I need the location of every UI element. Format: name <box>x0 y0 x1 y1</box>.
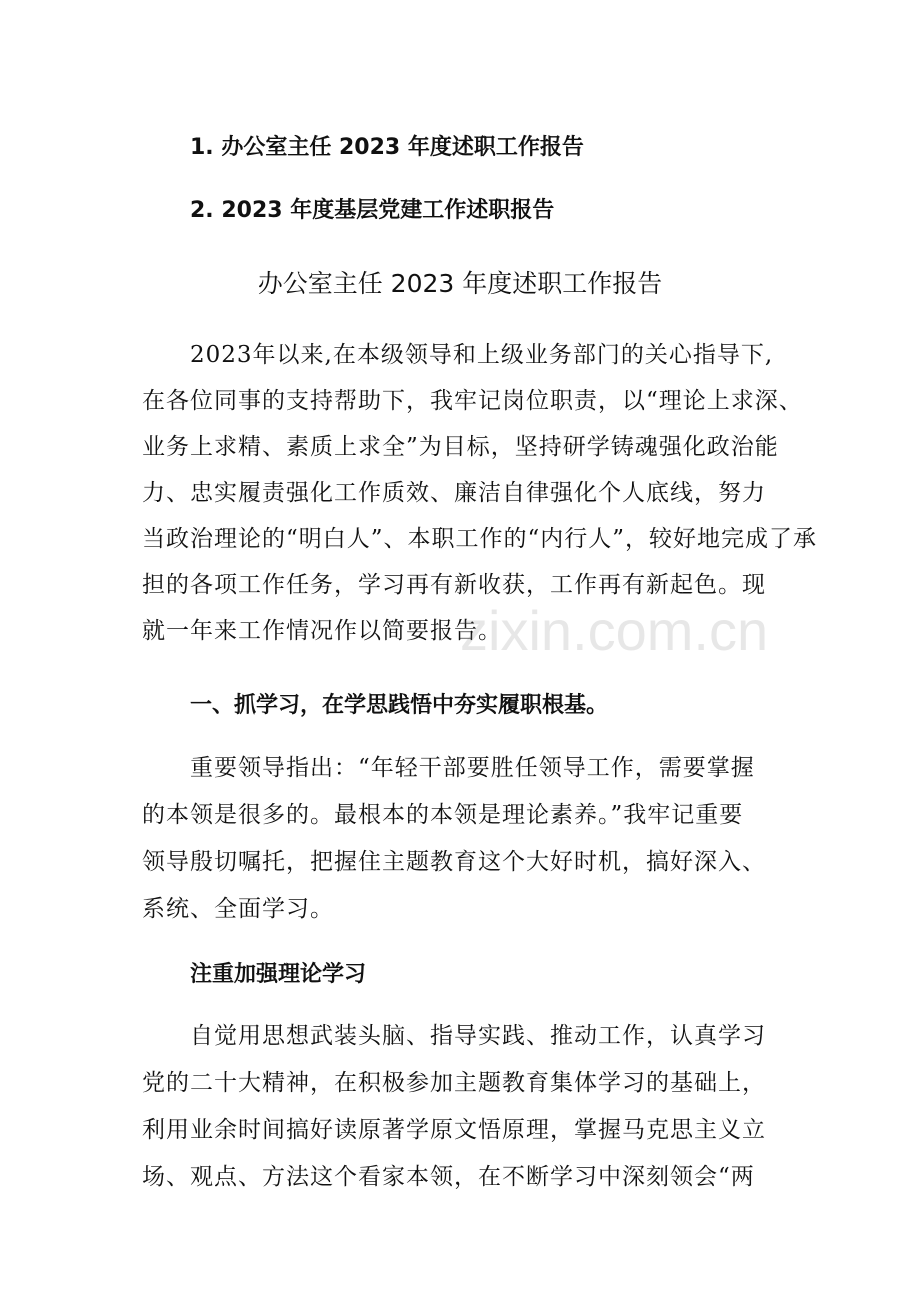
paragraph-line: 利用业余时间搞好读原著学原文悟原理，掌握马克思主义立 <box>142 1117 766 1143</box>
paragraph-line: 领导殷切嘱托，把握住主题教育这个大好时机，搞好深入、 <box>142 849 766 875</box>
paragraph-line: 自觉用思想武装头脑、指导实践、推动工作，认真学习 <box>190 1023 766 1049</box>
paragraph-line: 力、忠实履责强化工作质效、廉洁自律强化个人底线，努力 <box>142 480 766 506</box>
paragraph-line: 重要领导指出：“年轻干部要胜任领导工作，需要掌握 <box>190 755 755 781</box>
paragraph-line: 就一年来工作情况作以简要报告。 <box>142 618 502 644</box>
paragraph-line: 在各位同事的支持帮助下，我牢记岗位职责，以“理论上求深、 <box>142 388 803 414</box>
paragraph-line: 2023年以来,在本级领导和上级业务部门的关心指导下, <box>190 342 774 368</box>
paragraph-line: 当政治理论的“明白人”、本职工作的“内行人”，较好地完成了承 <box>142 526 818 552</box>
paragraph-line: 党的二十大精神，在积极参加主题教育集体学习的基础上， <box>142 1070 766 1096</box>
section-heading-2: 注重加强理论学习 <box>190 962 367 987</box>
section-heading-1: 一、抓学习，在学思践悟中夯实履职根基。 <box>190 693 609 718</box>
paragraph-line: 的本领是很多的。最根本的本领是理论素养。”我牢记重要 <box>142 802 744 828</box>
toc-item-2[interactable]: 2. 2023 年度基层党建工作述职报告 <box>190 198 555 223</box>
paragraph-line: 业务上求精、素质上求全”为目标，坚持研学铸魂强化政治能 <box>142 434 779 460</box>
paragraph-line: 担的各项工作任务，学习再有新收获，工作再有新起色。现 <box>142 572 766 598</box>
watermark: zixin.com.cn <box>460 599 769 662</box>
document-title: 办公室主任 2023 年度述职工作报告 <box>257 269 663 298</box>
toc-item-1[interactable]: 1. 办公室主任 2023 年度述职工作报告 <box>190 135 584 160</box>
paragraph-line: 场、观点、方法这个看家本领，在不断学习中深刻领会“两 <box>142 1164 755 1190</box>
paragraph-line: 系统、全面学习。 <box>142 896 334 922</box>
